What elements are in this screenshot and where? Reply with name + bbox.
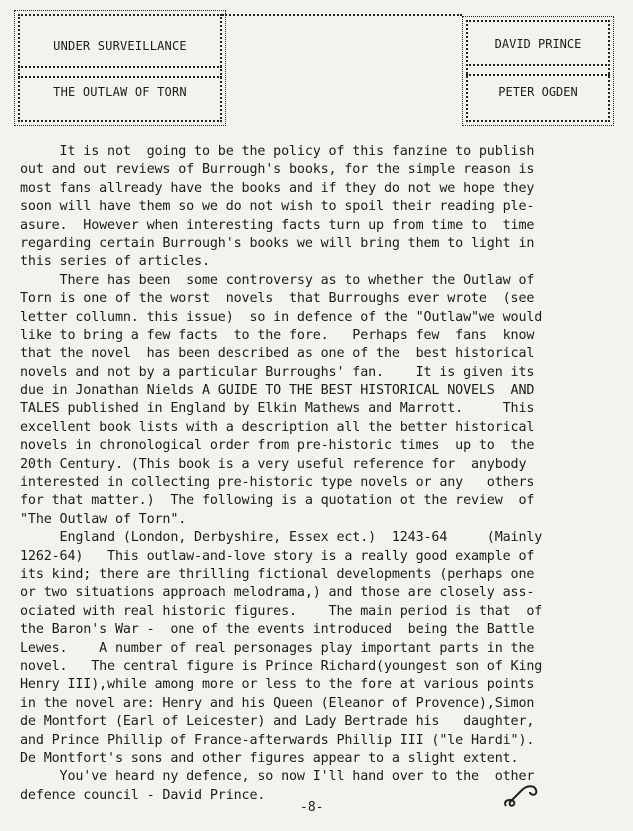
squiggle-mark: [500, 778, 544, 812]
text-line: 20th Century. (This book is a very useful reference for anybody: [20, 456, 527, 472]
text-line: ociated with real historic figures. The main period is that of: [20, 603, 543, 619]
text-line: novel. The central figure is Prince Richard(youngest son of King: [20, 658, 543, 674]
series-title: UNDER SURVEILLANCE: [53, 39, 187, 53]
text-line: novels in chronological order from pre-historic times up to the: [20, 438, 535, 454]
text-line: Torn is one of the worst novels that Burroughs ever wrote (see: [20, 291, 535, 307]
page-number: -8-: [300, 800, 324, 815]
text-line: You've heard ny defence, so now I'll hand over to the other: [20, 769, 535, 785]
text-line: due in Jonathan Nields A GUIDE TO THE BEST HISTORICAL NOVELS AND: [20, 383, 535, 399]
text-line: interested in collecting pre-historic type novels or any others: [20, 475, 535, 491]
text-line: Henry III),while among more or less to the fore at various points: [20, 677, 535, 693]
text-line: for that matter.) The following is a quotation ot the review of: [20, 493, 535, 509]
text-line: its kind; there are thrilling fictional developments (perhaps one: [20, 566, 535, 582]
text-line: like to bring a few facts to the fore. Perhaps few fans know: [20, 327, 535, 343]
text-line: excellent book lists with a description all the better historical: [20, 419, 535, 435]
article-title: THE OUTLAW OF TORN: [53, 85, 187, 99]
text-line: or two situations approach melodrama,) and those are closely ass-: [20, 585, 535, 601]
text-line: Lewes. A number of real personages play important parts in the: [20, 640, 535, 656]
header-star-rule: [222, 14, 462, 24]
text-line: de Montfort (Earl of Leicester) and Lady Bertrade his daughter,: [20, 714, 535, 730]
text-line: most fans allready have the books and if they do not we hope they: [20, 180, 535, 196]
title-box: [18, 14, 222, 122]
text-line: defence council - David Prince.: [20, 787, 266, 803]
authors-divider: [466, 64, 610, 76]
text-line: 1262-64) This outlaw-and-love story is a really good example of: [20, 548, 535, 564]
text-line: out and out reviews of Burrough's books, for the simple reason is: [20, 162, 535, 178]
text-line: soon will have them so we do not wish to spoil their reading ple-: [20, 199, 535, 215]
title-divider: [18, 66, 222, 78]
text-line: regarding certain Burrough's books we will bring them to light in: [20, 235, 535, 251]
text-line: in the novel are: Henry and his Queen (Eleanor of Provence),Simon: [20, 695, 535, 711]
text-line: novels and not by a particular Burroughs' fan. It is given its: [20, 364, 535, 380]
text-line: and Prince Phillip of France-afterwards Phillip III ("le Hardi").: [20, 732, 535, 748]
article-body: [20, 143, 620, 805]
text-line: letter collumn. this issue) so in defence of the "Outlaw"we would: [20, 309, 543, 325]
text-line: asure. However when interesting facts turn up from time to time: [20, 217, 535, 233]
author-1: DAVID PRINCE: [494, 37, 582, 51]
text-line: There has been some controversy as to whether the Outlaw of: [20, 272, 535, 288]
text-line: TALES published in England by Elkin Mathews and Marrott. This: [20, 401, 535, 417]
text-line: the Baron's War - one of the events introduced being the Battle: [20, 622, 535, 638]
text-line: "The Outlaw of Torn".: [20, 511, 187, 527]
text-line: that the novel has been described as one of the best historical: [20, 346, 535, 362]
author-2: PETER OGDEN: [498, 85, 578, 99]
text-line: England (London, Derbyshire, Essex ect.) 1243-64 (Mainly: [20, 530, 543, 546]
text-line: this series of articles.: [20, 254, 210, 270]
authors-box: [466, 20, 610, 122]
text-line: De Montfort's sons and other figures appear to a slight extent.: [20, 750, 519, 766]
text-line: It is not going to be the policy of this fanzine to publish: [20, 144, 535, 159]
